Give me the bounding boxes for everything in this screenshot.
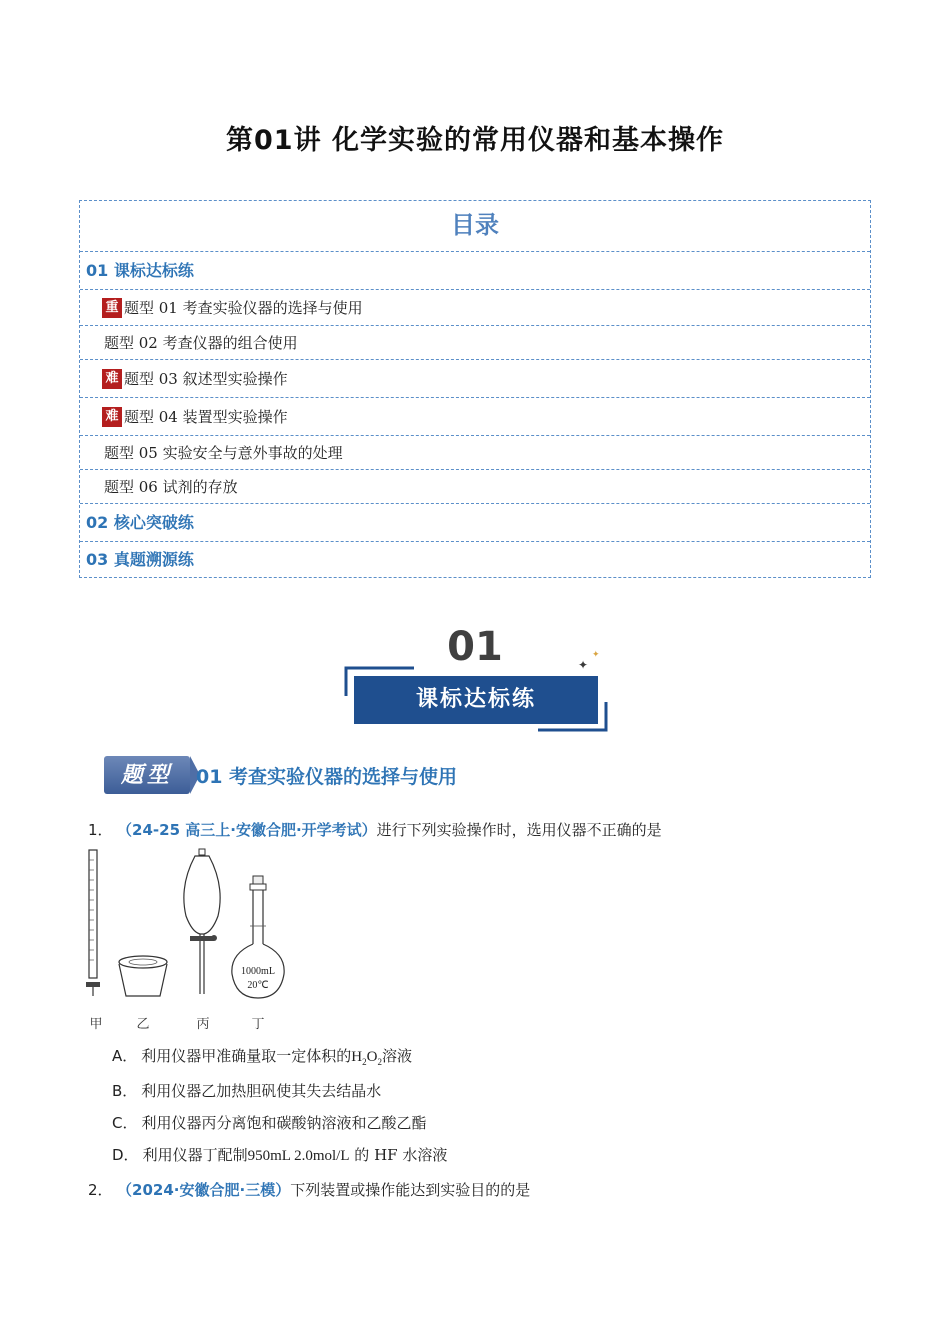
question-source: （24-25 高三上·安徽合肥·开学考试） — [124, 821, 377, 839]
difficult-badge: 难 — [102, 407, 122, 427]
crucible-drawing — [119, 956, 167, 996]
toc-item-6[interactable] — [80, 469, 870, 503]
toc-item-5[interactable] — [80, 435, 870, 469]
flask-capacity-label: 1000mL — [241, 966, 275, 977]
toc-item-label: 题型 06 试剂的存放 — [104, 478, 238, 496]
apparatus-label-c: 丙 — [196, 1017, 210, 1032]
option-text-end: 溶液 — [381, 1047, 412, 1065]
question-source: （2024·安徽合肥·三模） — [124, 1181, 291, 1199]
concentration-formula: 950mL 2.0mol/L — [247, 1148, 350, 1164]
option-a[interactable] — [112, 1045, 412, 1067]
section-number: 01 — [447, 624, 503, 670]
page-title: 第01讲 化学实验的常用仪器和基本操作 — [226, 125, 724, 156]
section-banner: 课标达标练 — [354, 676, 598, 724]
toc-item-label: 题型 01 考查实验仪器的选择与使用 — [124, 299, 363, 317]
option-d[interactable] — [112, 1144, 447, 1165]
question-text: 下列装置或操作能达到实验目的的是 — [290, 1181, 531, 1199]
key-badge: 重 — [102, 298, 122, 318]
sparkle-icon: ✦ — [592, 650, 600, 660]
toc-section-3[interactable]: 03 真题溯源练 — [80, 541, 870, 577]
option-text: 利用仪器丙分离饱和碳酸钠溶液和乙酸乙酯 — [141, 1114, 427, 1132]
toc-item-label: 题型 04 装置型实验操作 — [124, 408, 288, 426]
question-1 — [88, 819, 662, 840]
toc-section-1[interactable]: 01 课标达标练 — [80, 251, 870, 289]
apparatus-figure — [80, 846, 300, 1006]
toc-section-2[interactable]: 02 核心突破练 — [80, 503, 870, 541]
option-text: 利用仪器乙加热胆矾使其失去结晶水 — [141, 1082, 382, 1100]
option-text-end: 的 HF 水溶液 — [349, 1146, 448, 1164]
flask-temperature-label: 20℃ — [247, 980, 269, 991]
table-of-contents — [79, 200, 871, 578]
option-letter: A． — [112, 1047, 138, 1065]
toc-heading: 目录 — [451, 211, 499, 239]
option-c[interactable] — [112, 1112, 427, 1133]
option-letter: B． — [112, 1082, 138, 1100]
question-text: 进行下列实验操作时，选用仪器不正确的是 — [376, 821, 662, 839]
toc-item-2[interactable] — [80, 325, 870, 359]
option-letter: D． — [112, 1146, 139, 1164]
apparatus-label-a: 甲 — [89, 1017, 103, 1032]
separatory-funnel-drawing — [184, 849, 220, 994]
option-b[interactable] — [112, 1080, 381, 1101]
question-2 — [88, 1179, 530, 1200]
option-text: 利用仪器甲准确量取一定体积的 — [141, 1047, 352, 1065]
apparatus-label-d: 丁 — [251, 1017, 265, 1032]
volumetric-flask-drawing — [232, 876, 284, 998]
toc-item-label: 题型 02 考查仪器的组合使用 — [104, 334, 298, 352]
difficult-badge: 难 — [102, 369, 122, 389]
question-number: 1． — [88, 821, 113, 839]
option-letter: C． — [112, 1114, 138, 1132]
apparatus-label-b: 乙 — [136, 1017, 150, 1032]
toc-item-label: 题型 03 叙述型实验操作 — [124, 370, 288, 388]
question-number: 2． — [88, 1181, 113, 1199]
toc-item-3[interactable] — [80, 359, 870, 397]
option-text: 利用仪器丁配制 — [142, 1146, 248, 1164]
toc-item-1[interactable] — [80, 289, 870, 325]
burette-drawing — [86, 850, 100, 996]
topic-title: 01 考查实验仪器的选择与使用 — [196, 766, 458, 788]
sparkle-icon: ✦ — [578, 658, 589, 672]
topic-tag: 题型 — [104, 756, 190, 794]
toc-item-label: 题型 05 实验安全与意外事故的处理 — [104, 444, 343, 462]
toc-item-4[interactable] — [80, 397, 870, 435]
chemical-formula: $H_2O_2$ — [351, 1049, 382, 1067]
